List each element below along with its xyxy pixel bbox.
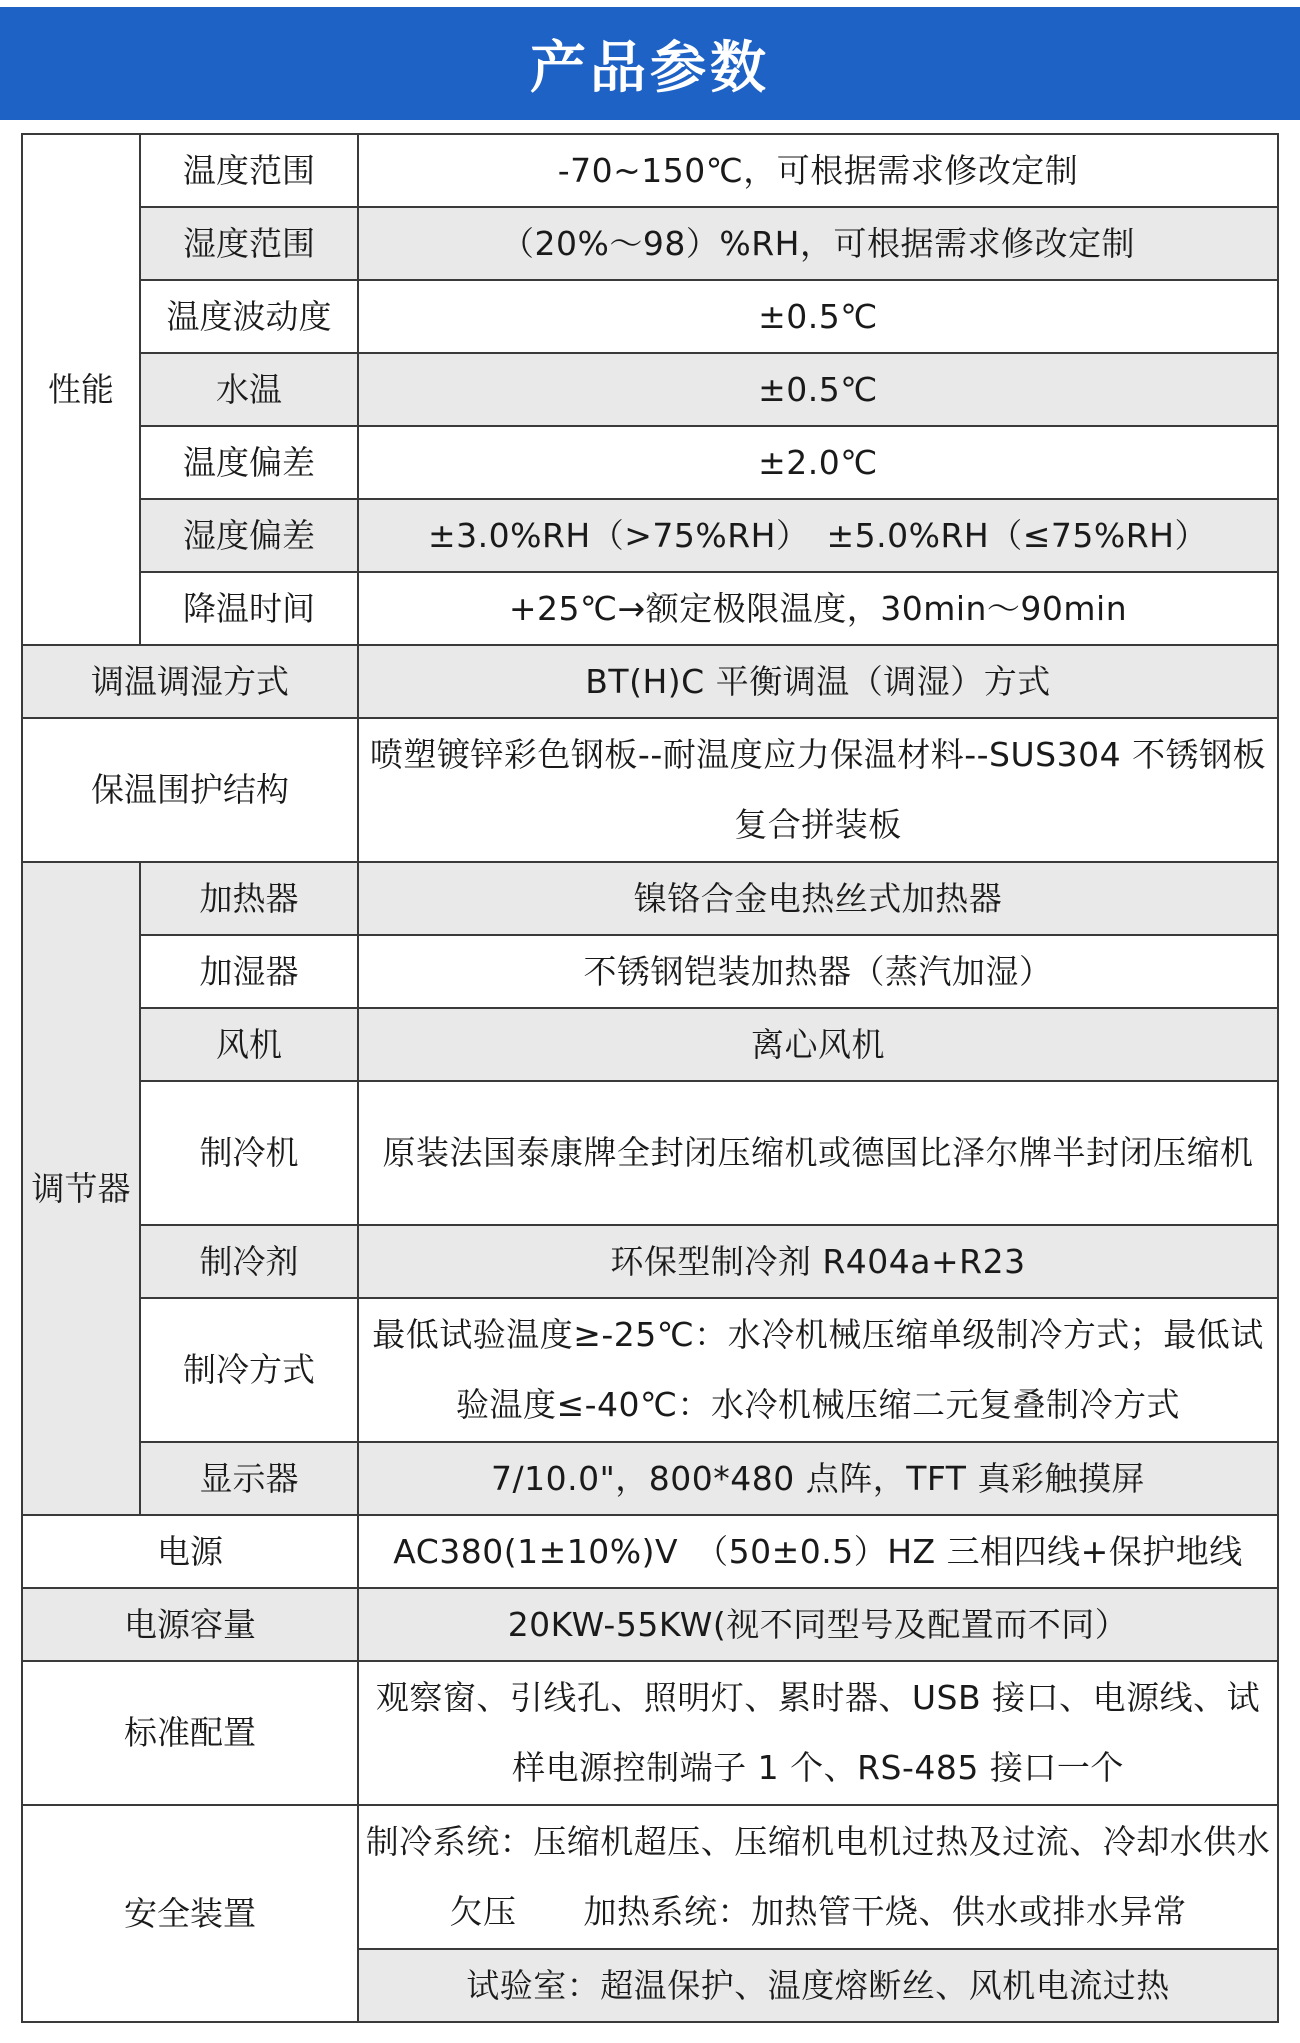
row-value: 离心风机 [358,1008,1278,1081]
row-value: AC380(1±10%)V （50±0.5）HZ 三相四线+保护地线 [358,1515,1278,1588]
row-label: 温度偏差 [140,426,358,499]
row-label: 保温围护结构 [22,718,358,862]
row-value: 7/10.0"，800*480 点阵，TFT 真彩触摸屏 [358,1442,1278,1515]
group-label-regulator: 调节器 [22,862,140,1515]
row-label: 安全装置 [22,1805,358,2022]
row-value: 镍铬合金电热丝式加热器 [358,862,1278,935]
row-value: 最低试验温度≥-25℃：水冷机械压缩单级制冷方式；最低试验温度≤-40℃：水冷机械压缩二元复叠制冷方式 [358,1298,1278,1442]
row-value: -70~150℃，可根据需求修改定制 [358,134,1278,207]
table-row [22,426,1278,499]
row-label: 电源容量 [22,1588,358,1661]
row-label: 温度范围 [140,134,358,207]
row-value: BT(H)C 平衡调温（调湿）方式 [358,645,1278,718]
row-value: ±3.0%RH（>75%RH） ±5.0%RH（≤75%RH） [358,499,1278,572]
row-value: 喷塑镀锌彩色钢板--耐温度应力保温材料--SUS304 不锈钢板复合拼装板 [358,718,1278,862]
row-value: 制冷系统：压缩机超压、压缩机电机过热及过流、冷却水供水欠压 加热系统：加热管干烧、供水或排水异常 [358,1805,1278,1949]
row-value: ±2.0℃ [358,426,1278,499]
spec-table [21,133,1279,2023]
row-label: 湿度偏差 [140,499,358,572]
table-row [22,1081,1278,1225]
table-row [22,353,1278,426]
row-label: 加湿器 [140,935,358,1008]
row-label: 调温调湿方式 [22,645,358,718]
table-row [22,862,1278,935]
row-label: 电源 [22,1515,358,1588]
row-label: 风机 [140,1008,358,1081]
table-row [22,718,1278,862]
table-row [22,1225,1278,1298]
table-row [22,207,1278,280]
table-row [22,1515,1278,1588]
row-label: 温度波动度 [140,280,358,353]
table-row [22,134,1278,207]
table-row [22,645,1278,718]
page-title: 产品参数 [530,35,770,101]
table-row [22,1588,1278,1661]
table-row [22,1442,1278,1515]
row-value: ±0.5℃ [358,353,1278,426]
table-row [22,1298,1278,1442]
row-label: 加热器 [140,862,358,935]
table-row [22,1008,1278,1081]
table-row [22,935,1278,1008]
table-row [22,280,1278,353]
row-label: 标准配置 [22,1661,358,1805]
row-value: 20KW-55KW(视不同型号及配置而不同） [358,1588,1278,1661]
group-label-performance: 性能 [22,134,140,645]
table-row [22,499,1278,572]
row-value: 不锈钢铠装加热器（蒸汽加湿） [358,935,1278,1008]
row-value: 环保型制冷剂 R404a+R23 [358,1225,1278,1298]
row-label: 制冷剂 [140,1225,358,1298]
row-value: ±0.5℃ [358,280,1278,353]
row-label: 降温时间 [140,572,358,645]
row-label: 制冷方式 [140,1298,358,1442]
row-label: 显示器 [140,1442,358,1515]
row-label: 水温 [140,353,358,426]
table-row [22,572,1278,645]
page-header [0,7,1300,120]
row-label: 湿度范围 [140,207,358,280]
row-value-2: 试验室：超温保护、温度熔断丝、风机电流过热 [358,1949,1278,2022]
row-value: 观察窗、引线孔、照明灯、累时器、USB 接口、电源线、试样电源控制端子 1 个、RS-485 接口一个 [358,1661,1278,1805]
table-row [22,1805,1278,1949]
row-value: 原装法国泰康牌全封闭压缩机或德国比泽尔牌半封闭压缩机 [358,1081,1278,1225]
row-value: +25℃→额定极限温度，30min～90min [358,572,1278,645]
table-row [22,1661,1278,1805]
row-label: 制冷机 [140,1081,358,1225]
row-value: （20%～98）%RH，可根据需求修改定制 [358,207,1278,280]
